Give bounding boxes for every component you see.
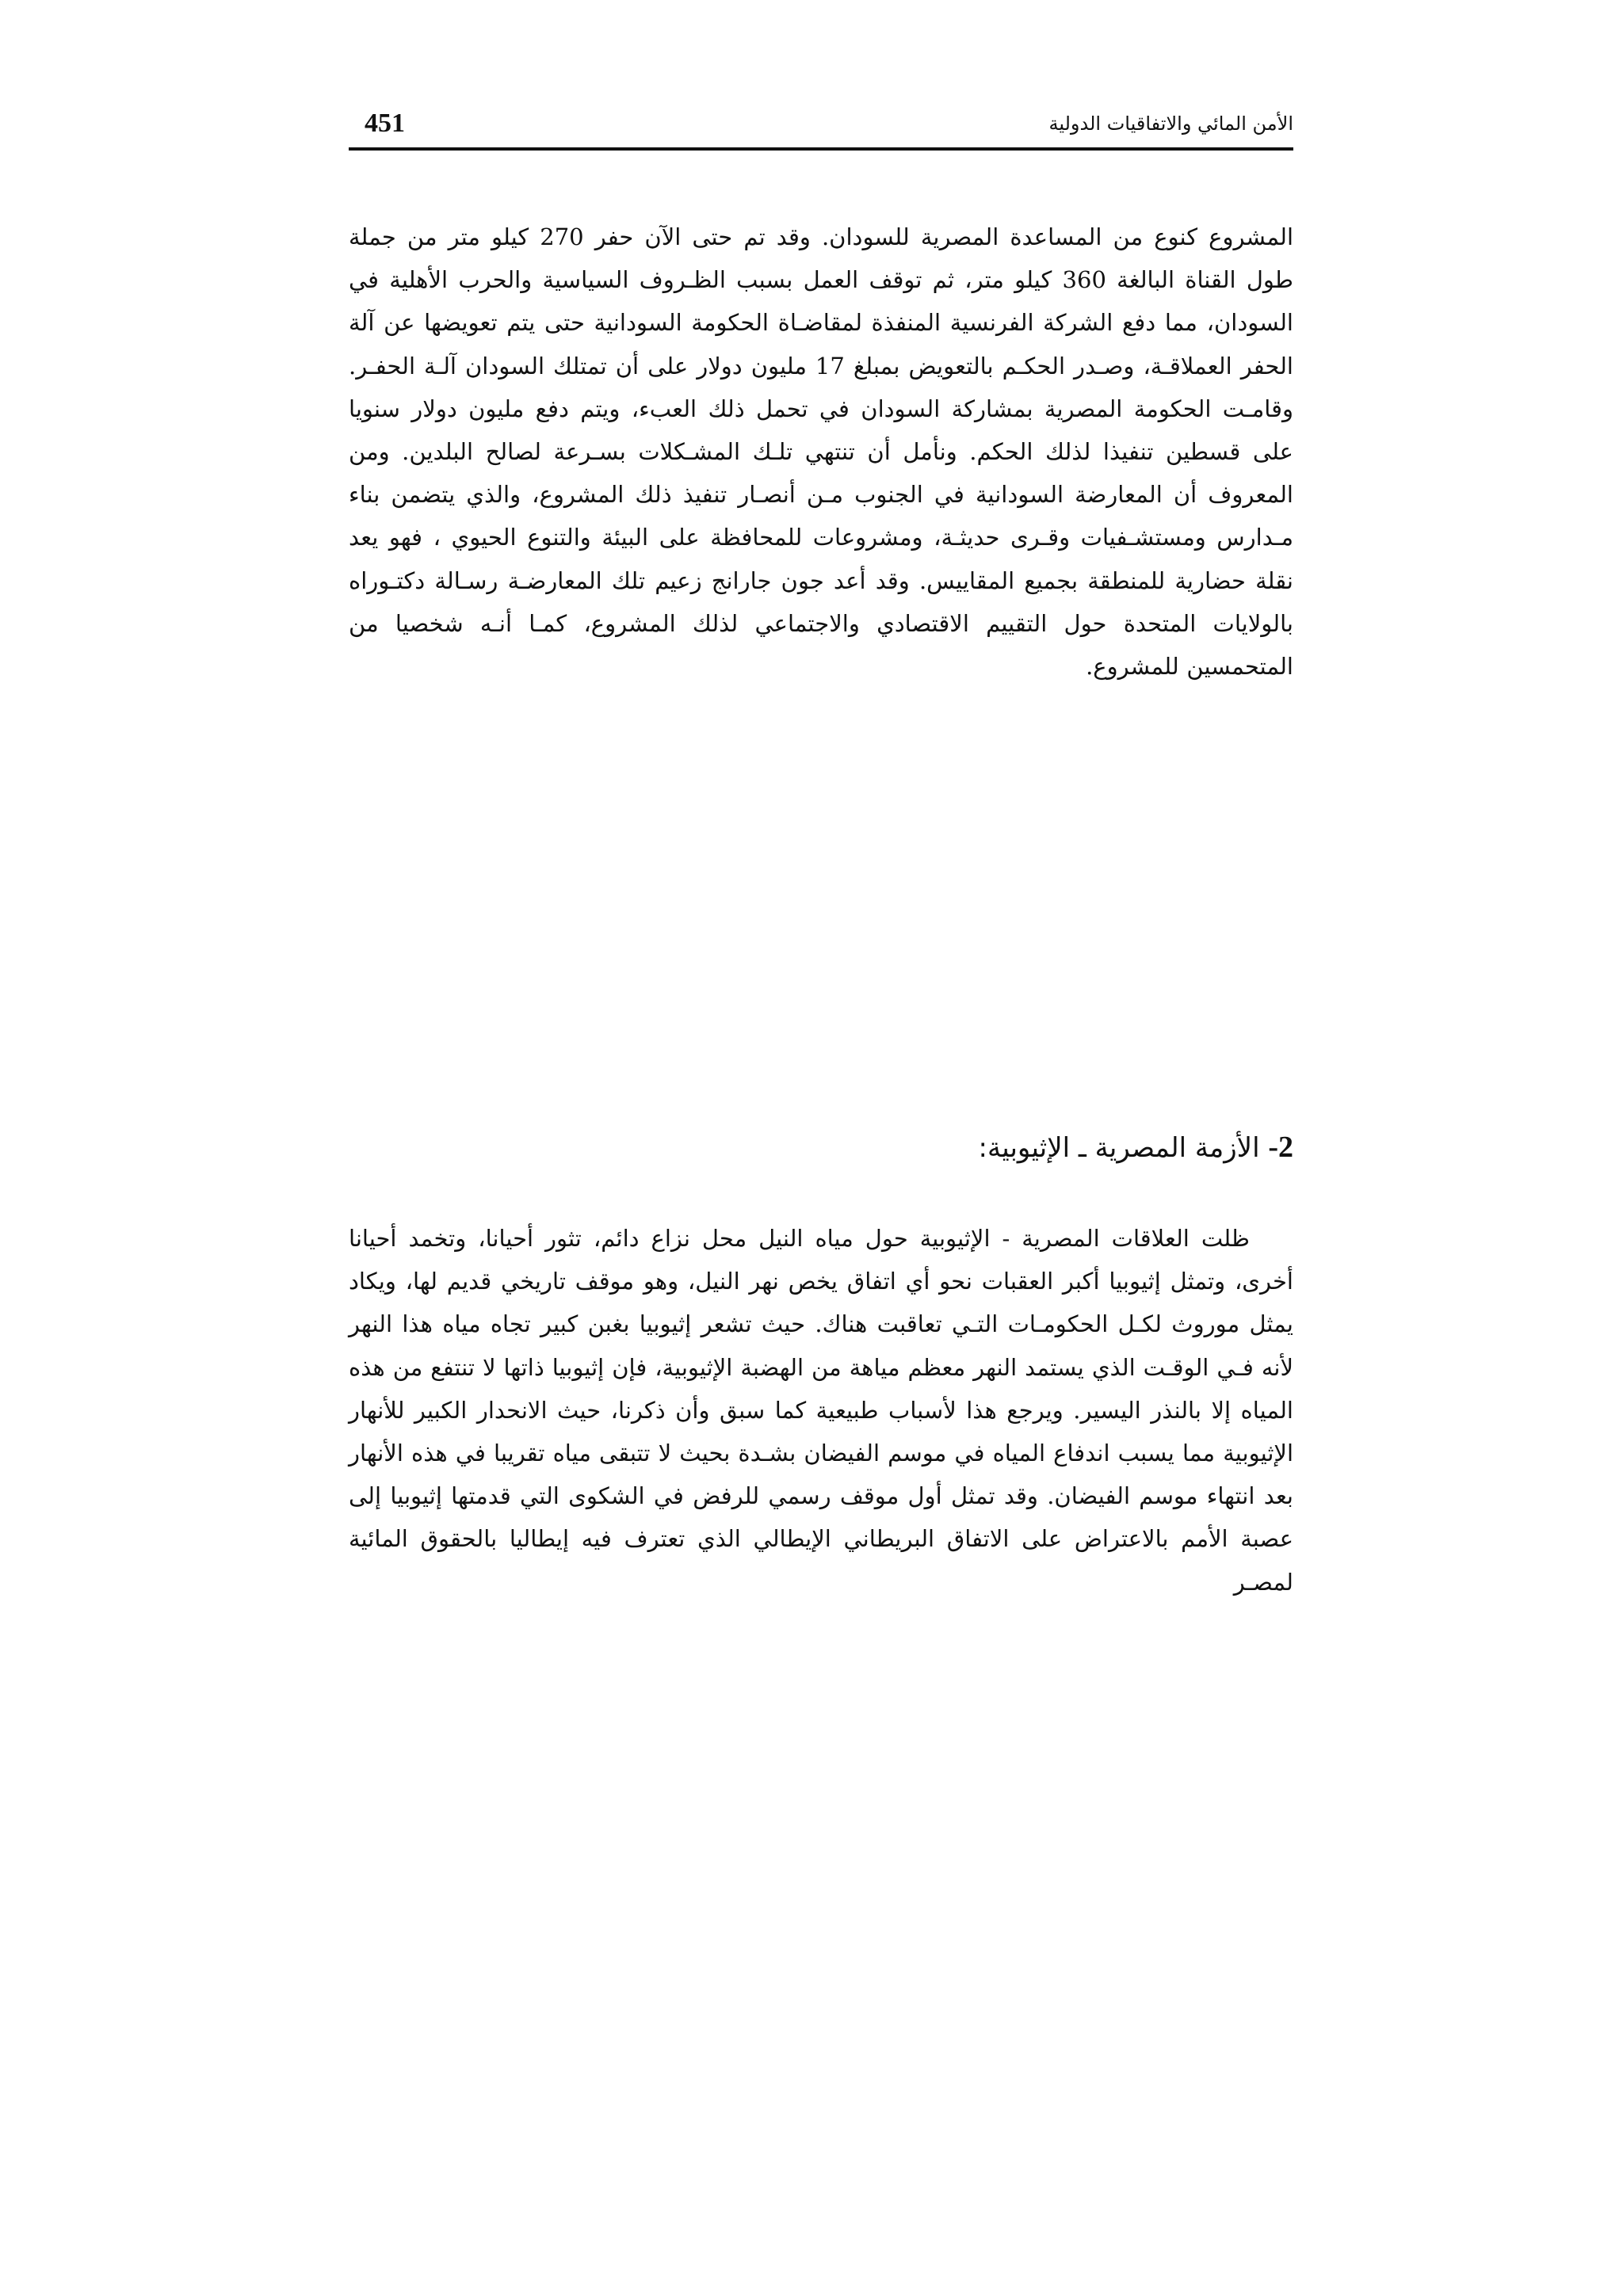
paragraph-text: ظلت العلاقات المصرية - الإثيوبية حول مياه النيل محل نزاع دائم، تثور أحيانا، وتخمد أحيانا أخرى، وتمثل إثيوبيا أكبر العقبات نحو أي اتفاق يخص نهر النيل، وهو موقف تاريخي قديم لها، ويكاد يمثل موروث لكـل الحكومـات التـي تعاقبت هناك. حيث تشعر إثيوبيا بغبن كبير تجاه مياه هذا النهر لأنه فـي الوقـت الذي يستمد النهر معظم مياهة من الهضبة الإثيوبية، فإن إثيوبيا ذاتها لا تنتفع من هذه المياه إلا بالنذر اليسير. ويرجع هذا لأسباب طبيعية كما سبق وأن ذكرنا، حيث الانحدار الكبير للأنهار الإثيوبية مما يسبب اندفاع المياه في موسم الفيضان بشـدة بحيث لا تتبقى مياه تقريبا في هذه الأنهار بعد انتهاء موسم الفيضان. وقد تمثل أول موقف رسمي للرفض في الشكوى التي قدمتها إثيوبيا إلى عصبة الأمم بالاعتراض على الاتفاق البريطاني الإيطالي الذي تعترف فيه إيطاليا بالحقوق المائية لمصـر — [349, 1225, 1293, 1596]
body-paragraph-1 — [349, 215, 1293, 688]
section-title: الأزمة المصرية ـ الإثيوبية: — [978, 1132, 1269, 1164]
page-number: 451 — [365, 109, 405, 138]
paragraph-text: المشروع كنوع من المساعدة المصرية للسودان. وقد تم حتى الآن حفر 270 كيلو متر من جملة طول القناة البالغة 360 كيلو متر، ثم توقف العمل بسبب الظـروف السياسية والحرب الأهلية في السودان، مما دفع الشركة الفرنسية المنفذة لمقاضـاة الحكومة السودانية حتى يتم تعويضها عن آلة الحفر العملاقـة، وصـدر الحكـم بالتعويض بمبلغ 17 مليون دولار على أن تمتلك السودان آلـة الحفـر. وقامـت الحكومة المصرية بمشاركة السودان في تحمل ذلك العبء، ويتم دفع مليون دولار سنويا على قسطين تنفيذا لذلك الحكم. ونأمل أن تنتهي تلـك المشـكلات بسـرعة لصالح البلدين. ومن المعروف أن المعارضة السودانية في الجنوب مـن أنصـار تنفيذ ذلك المشروع، والذي يتضمن بناء مـدارس ومستشـفيات وقـرى حديثـة، ومشروعات للمحافظة على البيئة والتنوع الحيوي ، فهو يعد نقلة حضارية للمنطقة بجميع المقاييس. وقد أعد جون جارانج زعيم تلك المعارضـة رسـالة دكتـوراه بالولايات المتحدة حول التقييم الاقتصادي والاجتماعي لذلك المشروع، كمـا أنـه شخصيا من المتحمسين للمشروع. — [349, 223, 1294, 681]
section-number: 2- — [1268, 1131, 1293, 1164]
body-paragraph-2 — [349, 1217, 1293, 1604]
section-heading — [349, 1123, 1293, 1172]
running-title: الأمن المائي والاتفاقيات الدولية — [1048, 113, 1293, 135]
page-header — [349, 101, 1293, 149]
header-divider — [349, 147, 1293, 151]
